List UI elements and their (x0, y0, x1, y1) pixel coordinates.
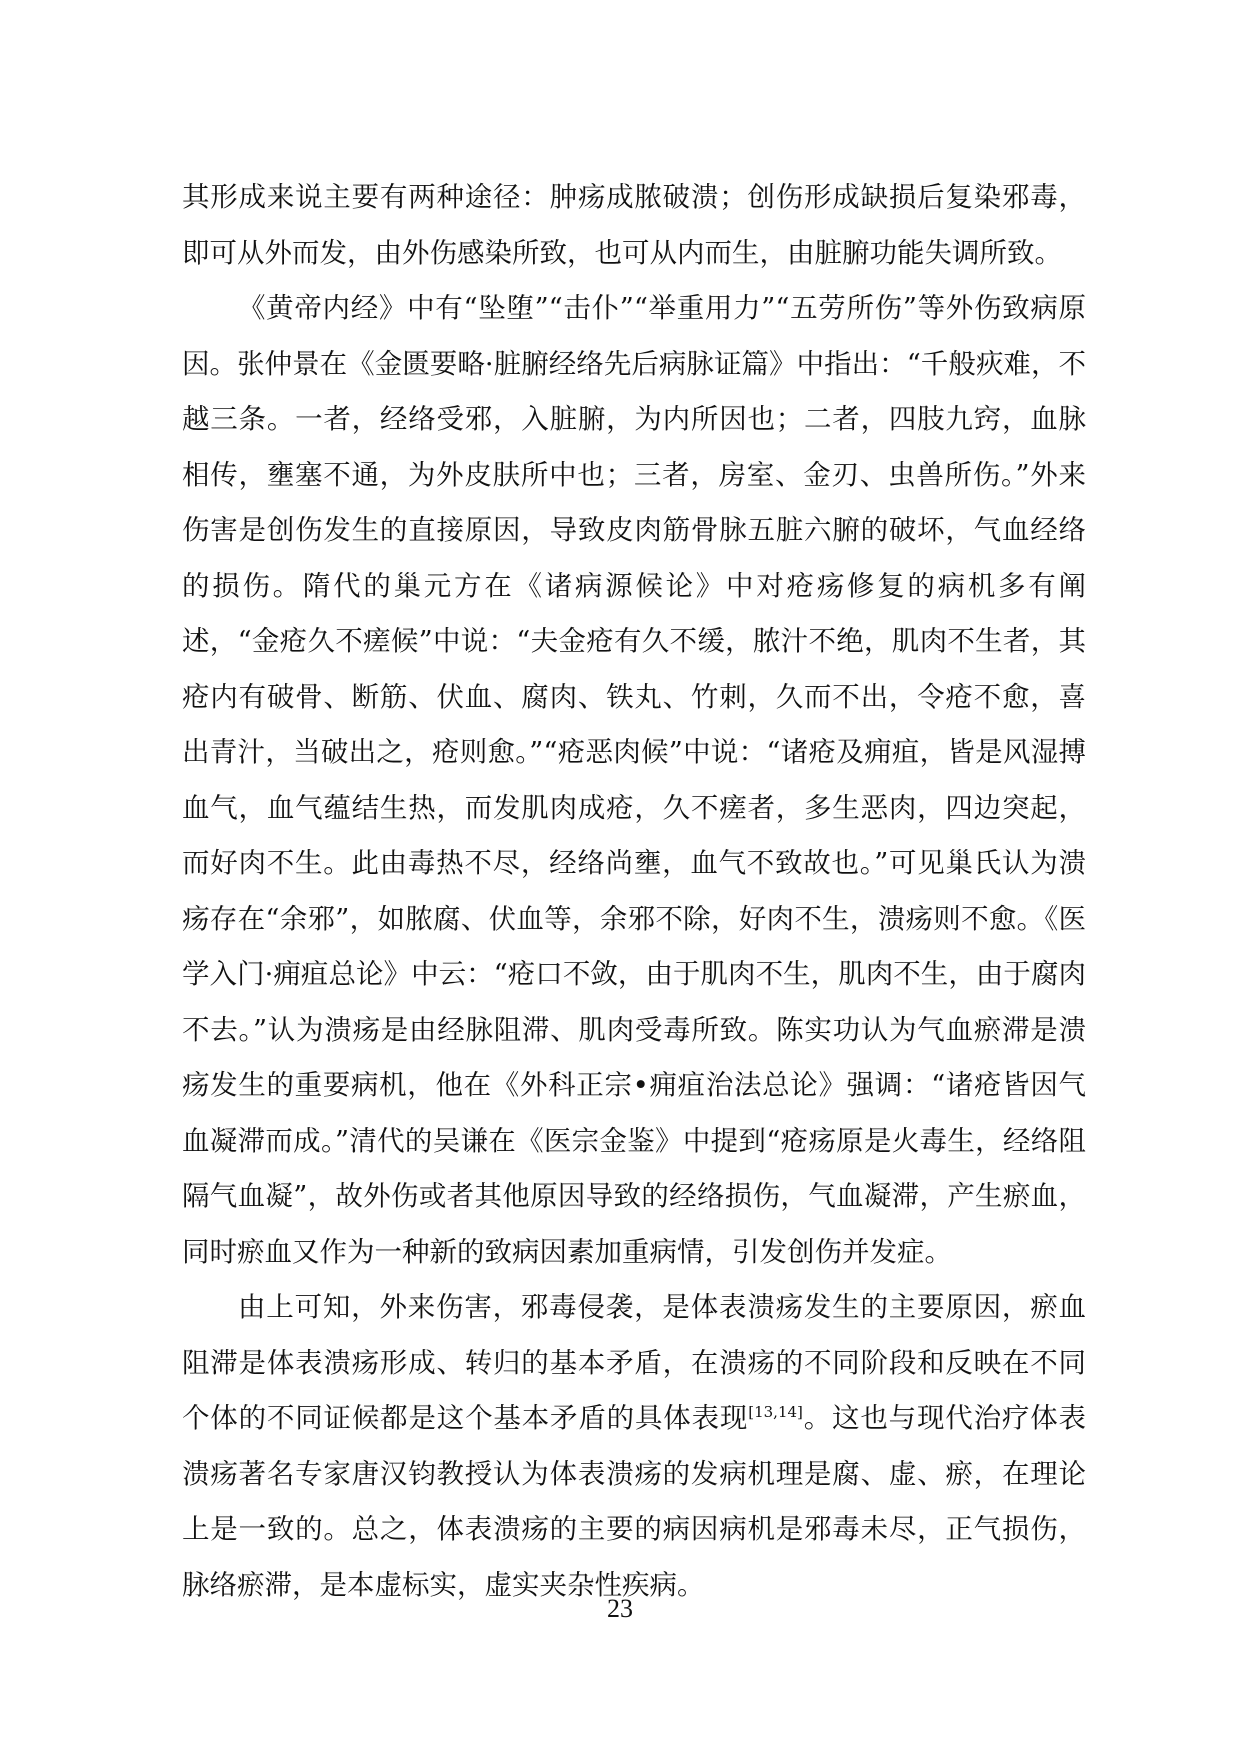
paragraph-2-text: 《黄帝内经》中有“坠堕”“击仆”“举重用力”“五劳所伤”等外伤致病原因。张仲景在《金匮要略·脏腑经络先后病脉证篇》中指出：“千般疢难，不越三条。一者，经络受邪，入脏腑，为内所因也；二者，四肢九窍，血脉相传，壅塞不通，为外皮肤所中也；三者，房室、金刃、虫兽所伤。”外来伤害是创伤发生的直接原因，导致皮肉筋骨脉五脏六腑的破坏，气血经络的损伤。隋代的巢元方在《诸病源候论》中对疮疡修复的病机多有阐述，“金疮久不瘥候”中说：“夫金疮有久不缓，脓汁不绝，肌肉不生者，其疮内有破骨、断筋、伏血、腐肉、铁丸、竹刺，久而不出，令疮不愈，喜出青汁，当破出之，疮则愈。”“疮恶肉候”中说：“诸疮及痈疽，皆是风湿搏血气，血气蕴结生热，而发肌肉成疮，久不瘥者，多生恶肉，四边突起，而好肉不生。此由毒热不尽，经络尚壅，血气不致故也。”可见巢氏认为溃疡存在“余邪”，如脓腐、伏血等，余邪不除，好肉不生，溃疡则不愈。《医学入门·痈疽总论》中云：“疮口不敛，由于肌肉不生，肌肉不生，由于腐肉不去。”认为溃疡是由经脉阻滞、肌肉受毒所致。陈实功认为气血瘀滞是溃疡发生的重要病机，他在《外科正宗•痈疽治法总论》强调：“诸疮皆因气血凝滞而成。”清代的吴谦在《医宗金鉴》中提到“疮疡原是火毒生，经络阻隔气血凝”，故外伤或者其他原因导致的经络损伤，气血凝滞，产生瘀血，同时瘀血又作为一种新的致病因素加重病情，引发创伤并发症。 (182, 292, 1086, 1268)
paragraph-1 (182, 170, 1086, 281)
page-number: 23 (607, 1594, 633, 1623)
paragraph-3 (182, 1280, 1086, 1613)
paragraph-3-text-before: 由上可知，外来伤害，邪毒侵袭，是体表溃疡发生的主要原因，瘀血阻滞是体表溃疡形成、转归的基本矛盾，在溃疡的不同阶段和反映在不同个体的不同证候都是这个基本矛盾的具体表现 (182, 1291, 1086, 1434)
citation-reference: [13,14] (748, 1402, 803, 1421)
paragraph-3-text-after: 。这也与现代治疗体表溃疡著名专家唐汉钧教授认为体表溃疡的发病机理是腐、虚、瘀，在理论上是一致的。总之，体表溃疡的主要的病因病机是邪毒未尽，正气损伤，脉络瘀滞，是本虚标实，虚实夹杂性疾病。 (182, 1402, 1087, 1601)
paragraph-2 (182, 281, 1086, 1280)
document-body (182, 170, 1086, 1613)
paragraph-1-text: 其形成来说主要有两种途径：肿疡成脓破溃；创伤形成缺损后复染邪毒，即可从外而发，由外伤感染所致，也可从内而生，由脏腑功能失调所致。 (182, 181, 1086, 269)
